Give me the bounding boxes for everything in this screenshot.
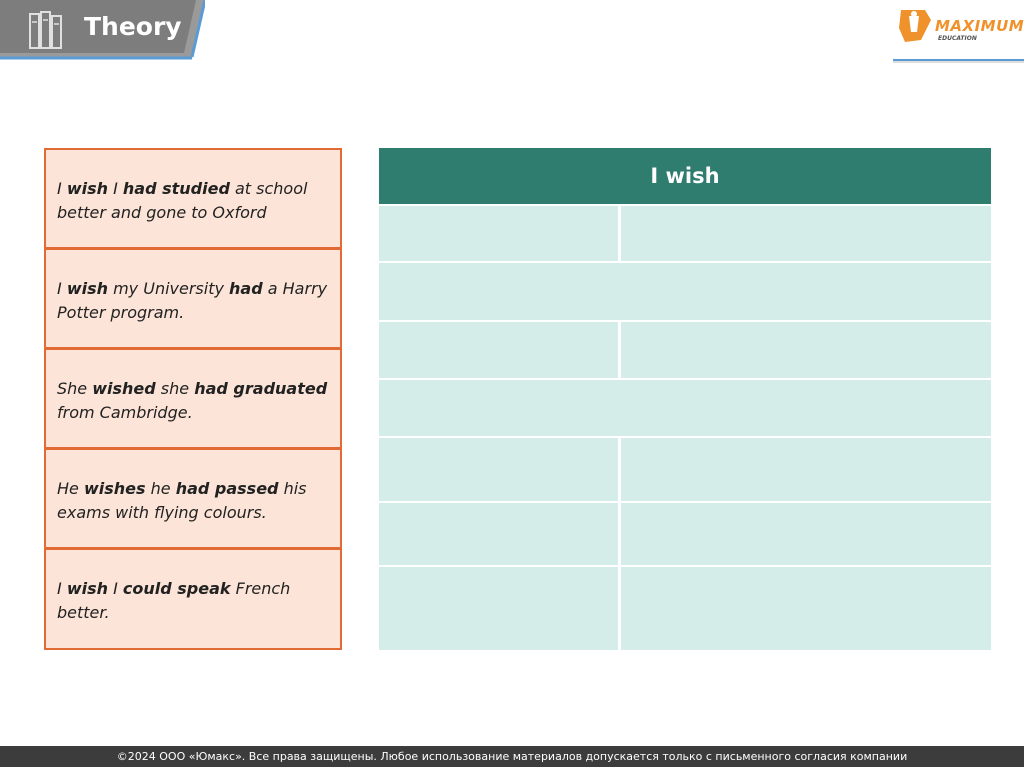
page-title: Theory (84, 12, 182, 41)
table-cell[interactable] (379, 503, 618, 565)
example-text: French better. (57, 579, 291, 622)
example-emphasis-text: had passed (175, 479, 279, 498)
copyright-footer: ©2024 ООО «Юмакс». Все права защищены. Любое использование материалов допускается только с письменного согласия компании (0, 746, 1024, 767)
table-cell[interactable] (379, 380, 991, 436)
table-cell[interactable] (379, 322, 618, 378)
table-cell[interactable] (379, 206, 618, 261)
table-cell[interactable] (621, 438, 991, 501)
wish-table (379, 148, 991, 650)
example-card[interactable] (44, 548, 342, 650)
example-card[interactable] (44, 248, 342, 349)
example-card[interactable] (44, 148, 342, 249)
example-text: my University (108, 279, 230, 298)
wish-table-header: I wish (379, 148, 991, 204)
example-text: from Cambridge. (57, 403, 193, 422)
example-text: I (57, 179, 67, 198)
table-cell[interactable] (379, 438, 618, 501)
example-text: at school better and gone to Oxford (57, 179, 308, 222)
example-text: a Harry Potter program. (57, 279, 328, 322)
example-text: his exams with flying colours. (57, 479, 307, 522)
table-cell[interactable] (621, 322, 991, 378)
example-emphasis-text: wish (66, 179, 108, 198)
example-text: She (57, 379, 93, 398)
logo-underline (893, 57, 1024, 63)
example-text: I (108, 179, 123, 198)
example-emphasis-text: had graduated (194, 379, 328, 398)
example-card[interactable] (44, 448, 342, 549)
logo-mark-icon (895, 6, 935, 46)
book-icon (28, 10, 64, 52)
table-cell[interactable] (621, 206, 991, 261)
table-cell[interactable] (379, 263, 991, 320)
table-cell[interactable] (379, 567, 618, 650)
logo-brand-text: MAXIMUM (935, 17, 1024, 35)
example-text: I (57, 579, 67, 598)
example-text: she (155, 379, 195, 398)
example-emphasis-text: had (229, 279, 263, 298)
example-card-stack (44, 148, 342, 650)
example-emphasis-text: wishes (83, 479, 146, 498)
example-text: I (57, 279, 67, 298)
example-text: He (57, 479, 84, 498)
example-card[interactable] (44, 348, 342, 449)
table-cell[interactable] (621, 567, 991, 650)
example-emphasis-text: wish (66, 279, 108, 298)
logo-sub-text: EDUCATION (938, 35, 977, 42)
table-cell[interactable] (621, 503, 991, 565)
header-tab (0, 0, 205, 58)
brand-logo (895, 6, 1024, 48)
example-emphasis-text: wished (92, 379, 156, 398)
example-emphasis-text: wish (66, 579, 108, 598)
example-text: he (145, 479, 176, 498)
example-emphasis-text: had studied (122, 179, 230, 198)
example-text: I (108, 579, 123, 598)
example-emphasis-text: could speak (122, 579, 231, 598)
